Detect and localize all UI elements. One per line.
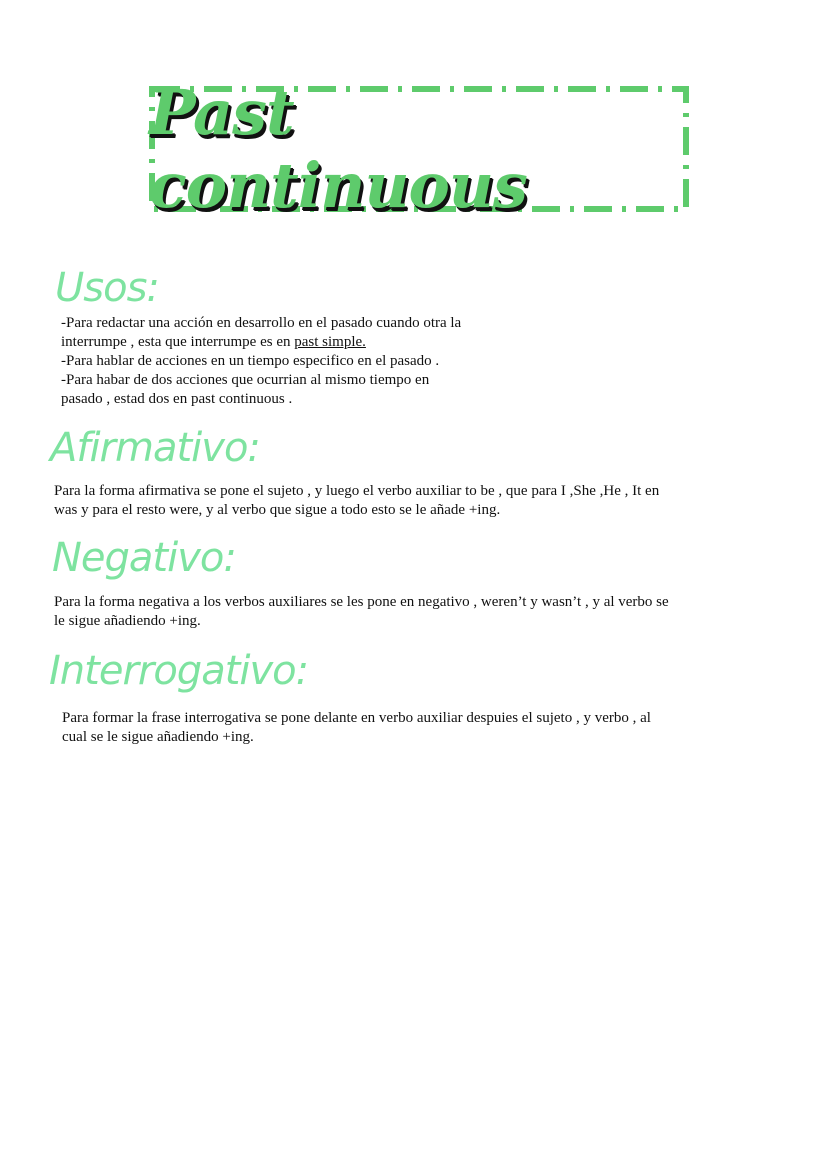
- negativo-text: [54, 593, 669, 631]
- heading-interrogativo: Interrogativo:: [49, 648, 309, 694]
- afirmativo-line: Para la forma afirmativa se pone el sujeto , y luego el verbo auxiliar to be , que para I ,She ,He , It en: [54, 483, 660, 499]
- interrogativo-line: cual se le sigue añadiendo +ing.: [62, 729, 254, 745]
- heading-negativo: Negativo:: [52, 535, 236, 581]
- afirmativo-text: [54, 482, 659, 520]
- afirmativo-line: was y para el resto were, y al verbo que sigue a todo esto se le añade +ing.: [54, 502, 501, 518]
- heading-afirmativo: Afirmativo:: [50, 425, 260, 471]
- negativo-line: Para la forma negativa a los verbos auxiliares se les pone en negativo , weren’t y wasn’t , y al verbo se: [54, 594, 669, 610]
- usos-line: -Para redactar una acción en desarrollo en el pasado cuando otra la: [61, 315, 462, 331]
- interrogativo-text: [62, 709, 651, 747]
- usos-line: [61, 333, 461, 352]
- interrogativo-line: Para formar la frase interrogativa se pone delante en verbo auxiliar despuies el sujeto , y verbo , al: [62, 710, 651, 726]
- heading-usos: Usos:: [55, 265, 159, 311]
- past-simple-underlined: past simple.: [294, 334, 366, 350]
- usos-line: -Para habar de dos acciones que ocurrian al mismo tiempo en: [61, 372, 430, 388]
- usos-text: [61, 314, 461, 409]
- usos-line: -Para hablar de acciones en un tiempo especifico en el pasado .: [61, 353, 440, 369]
- title-frame: [149, 76, 689, 222]
- usos-line-text: interrumpe , esta que interrumpe es en: [61, 334, 295, 350]
- usos-line: pasado , estad dos en past continuous .: [61, 391, 293, 407]
- negativo-line: le sigue añadiendo +ing.: [54, 613, 201, 629]
- page-title: Past continuous: [149, 76, 527, 222]
